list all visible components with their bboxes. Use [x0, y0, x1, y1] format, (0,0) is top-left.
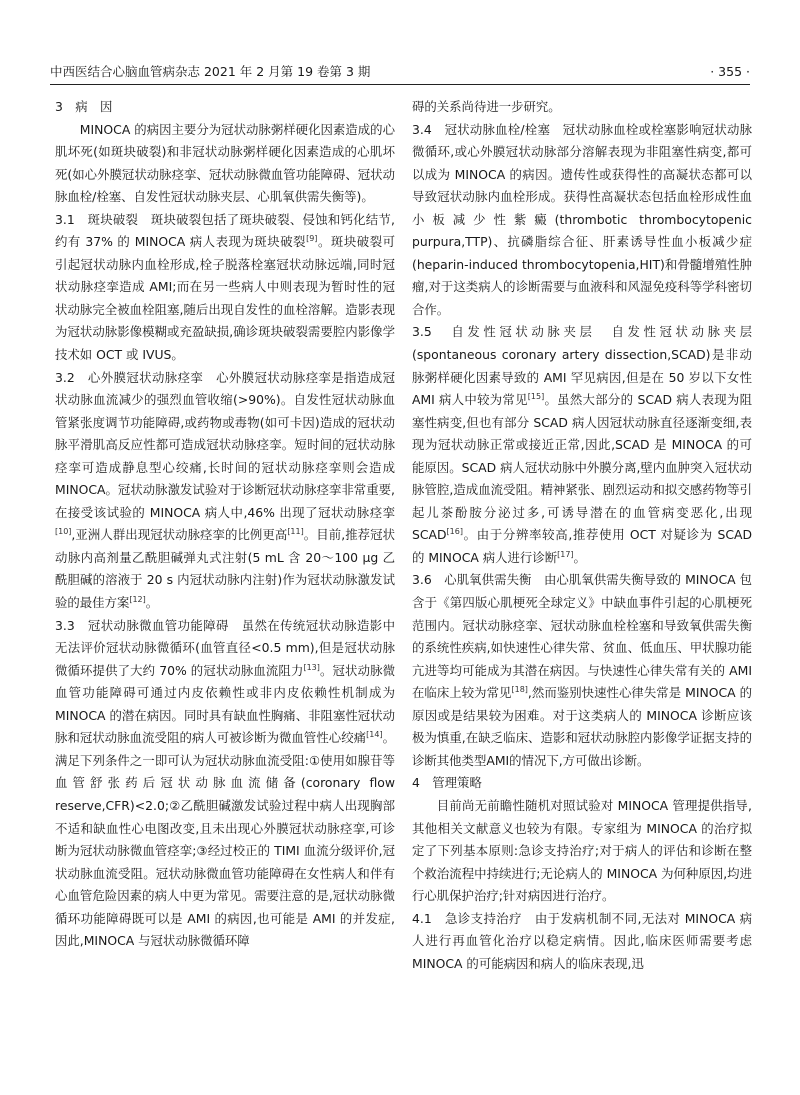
section-3-5-paragraph	[412, 321, 752, 569]
citation: [9]	[306, 234, 318, 244]
section-4-1-paragraph	[412, 908, 752, 976]
citation: [18]	[511, 685, 528, 695]
section-3-3-text-c: 。满足下列条件之一即可认为冠状动脉血流受阻:①使用如腺苷等血管舒张药后冠状动脉血流储备(coronary flow reserve,CFR)<2.0;②乙酰胆碱激发试验过程中病人出现胸部不适和缺血性心电图改变,且未出现心外膜冠状动脉痉挛,可诊断为冠状动脉微血管痉挛;③经过校正的 TIMI 血流分级评价,冠状动脉血流受阻。冠状动脉微血管功能障碍在女性病人和伴有心血管危险因素的病人中更为常见。需要注意的是,冠状动脉微循环功能障碍既可以是 AMI 的病因,也可能是 AMI 的并发症,因此,MINOCA 与冠状动脉微循环障	[55, 730, 396, 949]
citation: [12]	[129, 594, 146, 604]
section-3-3-heading: 3.3 冠状动脉微血管功能障碍	[55, 617, 242, 633]
section-3-2-text-a: 心外膜冠状动脉痉挛是指造成冠状动脉血流减少的强烈血管收缩(>90%)。自发性冠状动脉血管紧张度调节功能障碍,或药物或毒物(如可卡因)造成的冠状动脉平滑肌高反应性都可造成冠状动脉痉挛。短时间的冠状动脉痉挛可造成静息型心绞痛,长时间的冠状动脉痉挛则会造成 MINOCA。冠状动脉激发试验对于诊断冠状动脉痉挛非常重要,在接受该试验的 MINOCA 病人中,46% 出现了冠状动脉痉挛	[55, 369, 395, 520]
section-3-5-text-a: 自发性冠状动脉夹层(spontaneous coronary artery dissection,SCAD)是非动脉粥样硬化因素导致的 AMI 罕见病因,但是在 50 岁以下女性 AMI 病人中较为常见	[412, 324, 752, 408]
section-3-4-text: 冠状动脉血栓或栓塞影响冠状动脉微循环,或心外膜冠状动脉部分溶解表现为非阻塞性病变,都可以成为 MINOCA 的病因。遗传性或获得性的高凝状态都可以导致冠状动脉内血栓形成。获得性高凝状态包括血栓形成性血小板减少性紫癜(thrombotic thrombocytopenic purpura,TTP)、抗磷脂综合征、肝素诱导性血小板减少症(heparin-induced thrombocytopenia,HIT)和骨髓增殖性肿瘤,对于这类病人的诊断需要与血液科和风湿免疫科等学科密切合作。	[412, 121, 752, 317]
section-3-2-text-b: ,亚洲人群出现冠状动脉痉挛的比例更高	[71, 527, 288, 543]
section-3-1-heading: 3.1 斑块破裂	[55, 211, 151, 227]
section-3-paragraph: MINOCA 的病因主要分为冠状动脉粥样硬化因素造成的心肌坏死(如斑块破裂)和非冠状动脉粥样硬化因素造成的心肌坏死(如心外膜冠状动脉痉挛、冠状动脉微血管功能障碍、冠状动脉血栓/栓塞、自发性冠状动脉夹层、心肌氧供需失衡等)。	[55, 121, 395, 205]
journal-title: 中西医结合心脑血管病杂志 2021 年 2 月第 19 卷第 3 期	[50, 64, 371, 79]
section-3-heading: 3 病 因	[55, 99, 113, 114]
section-3-1-text-b: 。斑块破裂可引起冠状动脉内血栓形成,栓子脱落栓塞冠状动脉远端,同时冠状动脉痉挛造成 AMI;而在另一些病人中则表现为暂时性的冠状动脉完全被血栓阻塞,随后出现自发性的血栓溶解。造影表现为冠状动脉影像模糊或充盈缺损,确诊斑块破裂需要腔内影像学技术如 OCT 或 IVUS。	[55, 234, 396, 363]
section-3-2-text-d: 。	[145, 595, 159, 611]
right-column	[412, 96, 752, 975]
section-3-3-text-b: 。冠状动脉微血管功能障碍可通过内皮依赖性或非内皮依赖性机制成为 MINOCA 的潜在病因。同时具有缺血性胸痛、非阻塞性冠状动脉和冠状动脉血流受阻的病人可被诊断为微血管性心绞痛	[55, 662, 395, 746]
section-4-1-text: 由于发病机制不同,无法对 MINOCA 病人进行再血管化治疗以稳定病情。因此,临床医师需要考虑 MINOCA 的可能病因和病人的临床表现,迅	[412, 910, 752, 971]
section-3-6-text-a: 由心肌氧供需失衡导致的 MINOCA 包含于《第四版心肌梗死全球定义》中缺血事件引起的心肌梗死范围内。冠状动脉痉挛、冠状动脉血栓栓塞和导致氧供需失衡的系统性疾病,如快速性心律失常、贫血、低血压、甲状腺功能亢进等均可能成为其潜在病因。与快速性心律失常有关的 AMI 在临床上较为常见	[412, 572, 752, 701]
section-3-2-text-c: 。目前,推荐冠状动脉内高剂量乙酰胆碱弹丸式注射(5 mL 含 20～100 μg 乙酰胆碱的溶液于 20 s 内冠状动脉内注射)作为冠状动脉激发试验的最佳方案	[55, 527, 395, 611]
section-3-3-paragraph	[55, 615, 395, 953]
section-3-1-paragraph	[55, 209, 395, 367]
header-rule	[50, 84, 750, 85]
continued-text: 碍的关系尚待进一步研究。	[412, 99, 561, 114]
section-3-6-paragraph	[412, 569, 752, 772]
citation: [15]	[527, 391, 545, 401]
section-4-paragraph: 目前尚无前瞻性随机对照试验对 MINOCA 管理提供指导,其他相关文献意义也较为有限。专家组为 MINOCA 的治疗拟定了下列基本原则:急诊支持治疗;对于病人的评估和诊断在整个救治流程中持续进行;无论病人的 MINOCA 为何种原因,均进行心肌保护治疗;针对病因进行治疗。	[412, 797, 752, 904]
section-3-6-heading: 3.6 心肌氧供需失衡	[412, 572, 544, 588]
section-3-5-text-b: 。虽然大部分的 SCAD 病人表现为阻塞性病变,但也有部分 SCAD 病人因冠状动脉直径逐渐变细,表现为冠状动脉正常或接近正常,因此,SCAD 是 MINOCA 的可能原因。SCAD 病人冠状动脉中外膜分离,壁内血肿突入冠状动脉管腔,造成血流受阻。精神紧张、剧烈运动和拟交感药物等引起儿茶酚胺分泌过多,可诱导潜在的血管病变恶化,出现 SCAD	[412, 392, 752, 543]
citation: [14]	[366, 730, 383, 740]
left-column	[55, 96, 395, 953]
citation: [17]	[557, 549, 574, 559]
running-header	[50, 62, 750, 80]
citation: [10]	[55, 527, 72, 537]
section-3-5-heading: 3.5 自发性冠状动脉夹层	[412, 324, 612, 340]
page-number: · 355 ·	[710, 64, 750, 79]
section-3-1-text-a: 斑块破裂包括了斑块破裂、侵蚀和钙化结节,约有 37% 的 MINOCA 病人表现为斑块破裂	[55, 211, 395, 250]
section-4-heading: 4 管理策略	[412, 775, 482, 791]
section-3-2-heading: 3.2 心外膜冠状动脉痉挛	[55, 369, 217, 385]
section-3-4-heading: 3.4 冠状动脉血栓/栓塞	[412, 121, 563, 137]
section-4-1-heading: 4.1 急诊支持治疗	[412, 910, 535, 926]
section-3-5-text-d: 。	[573, 549, 586, 565]
citation: [11]	[287, 527, 304, 537]
section-3-4-paragraph	[412, 119, 752, 322]
section-3-5-text-c: 。由于分辨率较高,推荐使用 OCT 对疑诊为 SCAD 的 MINOCA 病人进行诊断	[412, 527, 752, 565]
citation: [16]	[446, 527, 463, 537]
section-3-6-text-b: ,然而鉴别快速性心律失常是 MINOCA 的原因或是结果较为困难。对于这类病人的 MINOCA 诊断应该极为慎重,在缺乏临床、造影和冠状动脉腔内影像学证据支持的诊断其他类型AMI的情况下,方可做出诊断。	[412, 685, 753, 768]
section-3-3-text-a: 虽然在传统冠状动脉造影中无法评价冠状动脉微循环(血管直径<0.5 mm),但是冠状动脉微循环提供了大约 70% 的冠状动脉血流阻力	[55, 617, 396, 678]
section-3-2-paragraph	[55, 367, 395, 615]
citation: [13]	[303, 662, 320, 672]
